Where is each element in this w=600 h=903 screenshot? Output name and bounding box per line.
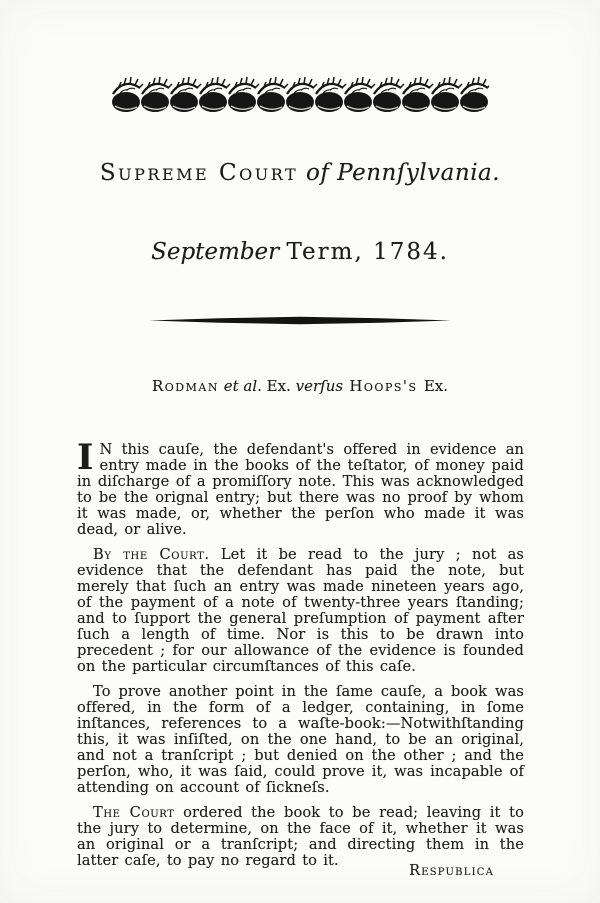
term-line xyxy=(0,239,600,265)
catchword: Respublica xyxy=(409,863,494,879)
case-versus: verſus xyxy=(295,377,344,395)
term-month: September xyxy=(151,239,287,265)
case-defendant: Hoops's xyxy=(343,377,424,395)
paragraph-2-text: Let it be read to the jury ; not as evidence that the defendant has paid the note, but merely that ſuch an entry was made nineteen years ago, of the payment of a note of twenty-three years ſtanding; and to ſupport the general preſumption of payment after ſuch a length of time. Nor is this to be drawn into precedent ; for our allowance of the evidence is founded on the particular circumſtances of this caſe. xyxy=(77,546,524,675)
case-heading xyxy=(0,377,600,395)
case-et-al: et al. xyxy=(218,377,262,395)
opinion-paragraph-4 xyxy=(77,805,524,869)
the-court-label: The Court xyxy=(93,804,175,821)
paragraph-4-text: ordered the book to be read; leaving it to the jury to determine, on the face of it, whether it was an original or a tranſcript; and directing them in the latter caſe, to pay no regard to it. xyxy=(77,804,525,869)
swelled-rule xyxy=(149,316,451,325)
opinion-text xyxy=(77,437,525,879)
case-ex-2: Ex. xyxy=(423,377,448,395)
ornament-icon xyxy=(111,76,489,114)
court-jurisdiction: of Pennſylvania. xyxy=(298,160,501,186)
ornament-border xyxy=(111,76,489,118)
swelled-rule-icon xyxy=(149,316,451,325)
paragraph-3-text: To prove another point in the ſame cauſe, a book was offered, in the form of a ledger, containing, in ſome inſtances, references to a waſte-book:—Notwithſtanding this, it was inſiſted, on the one hand, to be an original, and not a tranſcript ; but denied on the other ; and the perſon, who, it was ſaid, could prove it, was incapable of attending on account of ſickneſs. xyxy=(77,683,524,796)
paragraph-1-text: N this cauſe, the defendant's offered in evidence an entry made in the books of the teſtator, of money paid in diſcharge of a promiſſory note. This was acknowledged to be the orignal entry; but there was no proof by whom it was made, or, whether the perſon who made it was dead, or alive. xyxy=(77,441,524,538)
case-plaintiff: Rodman xyxy=(151,377,219,395)
opinion-paragraph-1 xyxy=(77,437,524,538)
drop-cap: I xyxy=(77,437,94,478)
case-ex-1: Ex. xyxy=(261,377,296,395)
opinion-paragraph-3 xyxy=(77,684,524,796)
term-year: Term, 1784. xyxy=(286,239,449,265)
court-title xyxy=(0,160,600,186)
opinion-paragraph-2 xyxy=(77,547,524,675)
by-the-court-label: By the Court. xyxy=(93,546,210,563)
court-name: Supreme Court xyxy=(99,160,299,186)
